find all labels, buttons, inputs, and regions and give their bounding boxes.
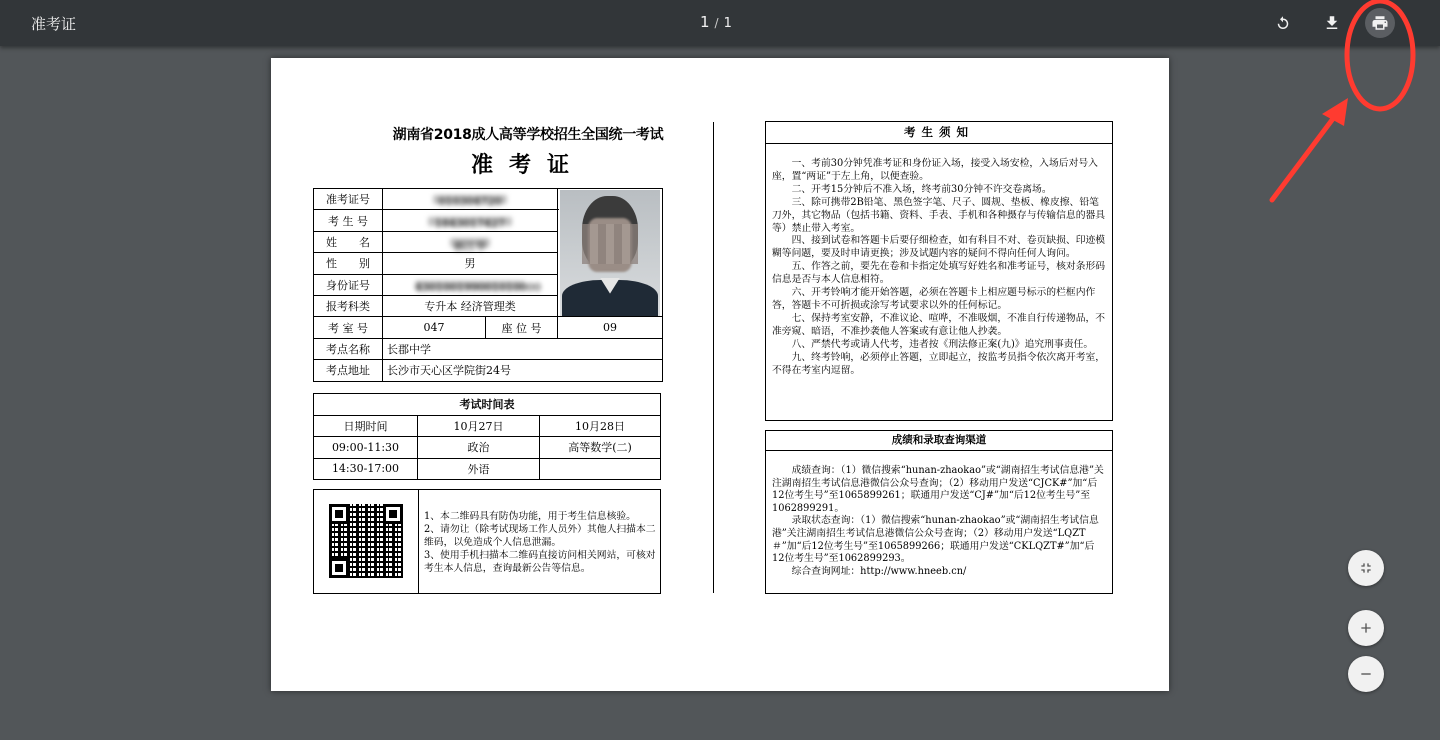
schedule-header: 10月28日 xyxy=(540,415,661,437)
seat-value: 09 xyxy=(558,317,663,338)
page-indicator xyxy=(700,13,732,31)
print-icon xyxy=(1371,14,1389,32)
id-text: 430100199001010000 xyxy=(415,280,541,294)
id-value xyxy=(383,274,558,295)
pdf-page xyxy=(271,58,1169,691)
current-page[interactable]: 1 xyxy=(700,13,710,31)
photo-cell xyxy=(558,189,663,317)
candidate-info-table xyxy=(313,188,663,382)
print-button[interactable] xyxy=(1365,8,1395,38)
name-text: 郝江华 xyxy=(450,238,490,247)
query-body xyxy=(766,451,1112,578)
site-value: 长郡中学 xyxy=(383,338,663,359)
student-no-text: 1843017427 xyxy=(428,217,512,226)
rotate-button[interactable] xyxy=(1268,8,1298,38)
zoom-out-button[interactable] xyxy=(1348,656,1384,692)
address-value: 长沙市天心区学院街24号 xyxy=(383,360,663,381)
admission-query: 录取状态查询：（1）微信搜索“hunan-zhaokao”或“湖南招生考试信息港”关注湖南招生考试信息港微信公众号查询；（2）移动用户发送“LQZT＃”加“后12位考生号”至1065899266；联通用户发送“CKLQZT#”加“后12位考生号”至1062899293。 xyxy=(772,515,1099,565)
schedule-header: 10月27日 xyxy=(418,415,540,437)
schedule-cell: 14:30-17:00 xyxy=(314,458,418,480)
rotate-icon xyxy=(1274,14,1292,32)
ticket-no-value xyxy=(383,189,558,210)
exam-schedule-table xyxy=(313,393,661,480)
room-label: 考 室 号 xyxy=(314,317,383,338)
arrow-shaft xyxy=(1272,112,1338,200)
student-no-label: 考 生 号 xyxy=(314,210,383,231)
notice-item: 七、保持考室安静，不准议论、喧哗，不准吸烟，不准自行传递物品，不准旁窥、暗语，不准抄袭他人答案或有意让他人抄袭。 xyxy=(772,312,1106,337)
arrow-head xyxy=(1322,98,1348,126)
notice-item: 五、作答之前，要先在卷和卡指定处填写好姓名和准考证号，核对条形码信息是否与本人信息相符。 xyxy=(772,261,1106,286)
notice-title: 考生须知 xyxy=(766,122,1112,144)
notice-item: 一、考前30分钟凭准考证和身份证入场，接受入场安检，入场后对号入座，置“两证”于左上角，以便查验。 xyxy=(772,158,1098,182)
site-label: 考点名称 xyxy=(314,338,383,359)
schedule-cell xyxy=(540,458,661,480)
gender-label: 性 别 xyxy=(314,253,383,274)
schedule-cell: 政治 xyxy=(418,437,540,459)
zoom-out-icon xyxy=(1358,666,1374,682)
notice-item: 四、接到试卷和答题卡后要仔细检查，如有科目不对、卷页缺损、印迹模糊等问题，要及时申请更换；涉及试题内容的疑问不得向任何人询问。 xyxy=(772,235,1106,260)
query-title: 成绩和录取查询渠道 xyxy=(766,431,1112,451)
student-no-value xyxy=(383,210,558,231)
qr-note: 2、请勿让（除考试现场工作人员外）其他人扫描本二维码，以免造成个人信息泄漏。 xyxy=(424,524,656,548)
zoom-in-icon xyxy=(1358,620,1374,636)
schedule-cell: 高等数学(二) xyxy=(540,437,661,459)
qr-code xyxy=(329,504,403,578)
score-query: 成绩查询：（1）微信搜索“hunan-zhaokao”或“湖南招生考试信息港”关注湖南招生考试信息港微信公众号查询；（2）移动用户发送“CJCK#”加“后12位考生号”至1065899261；联通用户发送“CJ#”加“后12位考生号”至1062899291。 xyxy=(772,465,1104,514)
subject-value: 专升本 经济管理类 xyxy=(383,295,558,316)
query-channels xyxy=(765,430,1113,594)
viewer-toolbar xyxy=(0,0,1440,46)
subject-label: 报考科类 xyxy=(314,295,383,316)
zoom-in-button[interactable] xyxy=(1348,610,1384,646)
notice-item: 二、开考15分钟后不准入场，终考前30分钟不许交卷离场。 xyxy=(791,183,1052,195)
ticket-title: 湖南省2018成人高等学校招生全国统一考试 xyxy=(392,127,664,143)
notice-item: 三、除可携带2B铅笔、黑色签字笔、尺子、圆规、垫板、橡皮擦、铅笔刀外，其它物品（包括书籍、资料、手表、手机和各种摄存与传输信息的器具等）禁止带入考室。 xyxy=(772,196,1106,234)
ticket-subtitle: 准考证 xyxy=(470,153,585,178)
notice-body xyxy=(766,144,1112,377)
exam-notice xyxy=(765,121,1113,421)
qr-notes xyxy=(424,510,656,575)
room-value: 047 xyxy=(383,317,486,338)
total-pages: 1 xyxy=(723,16,732,31)
address-label: 考点地址 xyxy=(314,360,383,381)
ticket-no-label: 准考证号 xyxy=(314,189,383,210)
name-value xyxy=(383,231,558,252)
schedule-row xyxy=(314,458,661,480)
seat-label: 座 位 号 xyxy=(486,317,558,338)
schedule-header: 日期时间 xyxy=(314,415,418,437)
schedule-cell: 09:00-11:30 xyxy=(314,437,418,459)
fit-to-page-button[interactable] xyxy=(1348,550,1384,586)
gender-value: 男 xyxy=(383,253,558,274)
download-icon xyxy=(1323,14,1341,32)
name-label: 姓 名 xyxy=(314,231,383,252)
website-query: 综合查询网址：http://www.hneeb.cn/ xyxy=(791,565,967,577)
page-separator: / xyxy=(714,16,719,30)
qr-section xyxy=(313,489,661,594)
schedule-row xyxy=(314,437,661,459)
qr-note: 3、使用手机扫描本二维码直接访问相关网站，可核对考生本人信息，查询最新公告等信息。 xyxy=(424,550,656,574)
fit-to-page-icon xyxy=(1358,560,1374,576)
document-title: 准考证 xyxy=(31,15,77,33)
notice-item: 六、开考铃响才能开始答题，必须在答题卡上相应题号标示的栏框内作答，答题卡不可折损或涂写考试要求以外的任何标记。 xyxy=(772,287,1096,311)
qr-cell xyxy=(314,490,419,593)
id-label: 身份证号 xyxy=(314,274,383,295)
notice-item: 九、终考铃响，必须停止答题，立即起立，按监考员指令依次离开考室，不得在考室内逗留。 xyxy=(772,351,1106,376)
schedule-title: 考试时间表 xyxy=(314,394,661,416)
qr-note: 1、本二维码具有防伪功能，用于考生信息核验。 xyxy=(424,511,636,522)
page-divider xyxy=(713,122,714,593)
notice-item: 八、严禁代考或请人代考，违者按《刑法修正案(九)》追究刑事责任。 xyxy=(791,338,1094,350)
download-button[interactable] xyxy=(1317,8,1347,38)
schedule-cell: 外语 xyxy=(418,458,540,480)
ticket-no-text: 010304720 xyxy=(433,195,507,204)
candidate-photo xyxy=(560,190,660,316)
